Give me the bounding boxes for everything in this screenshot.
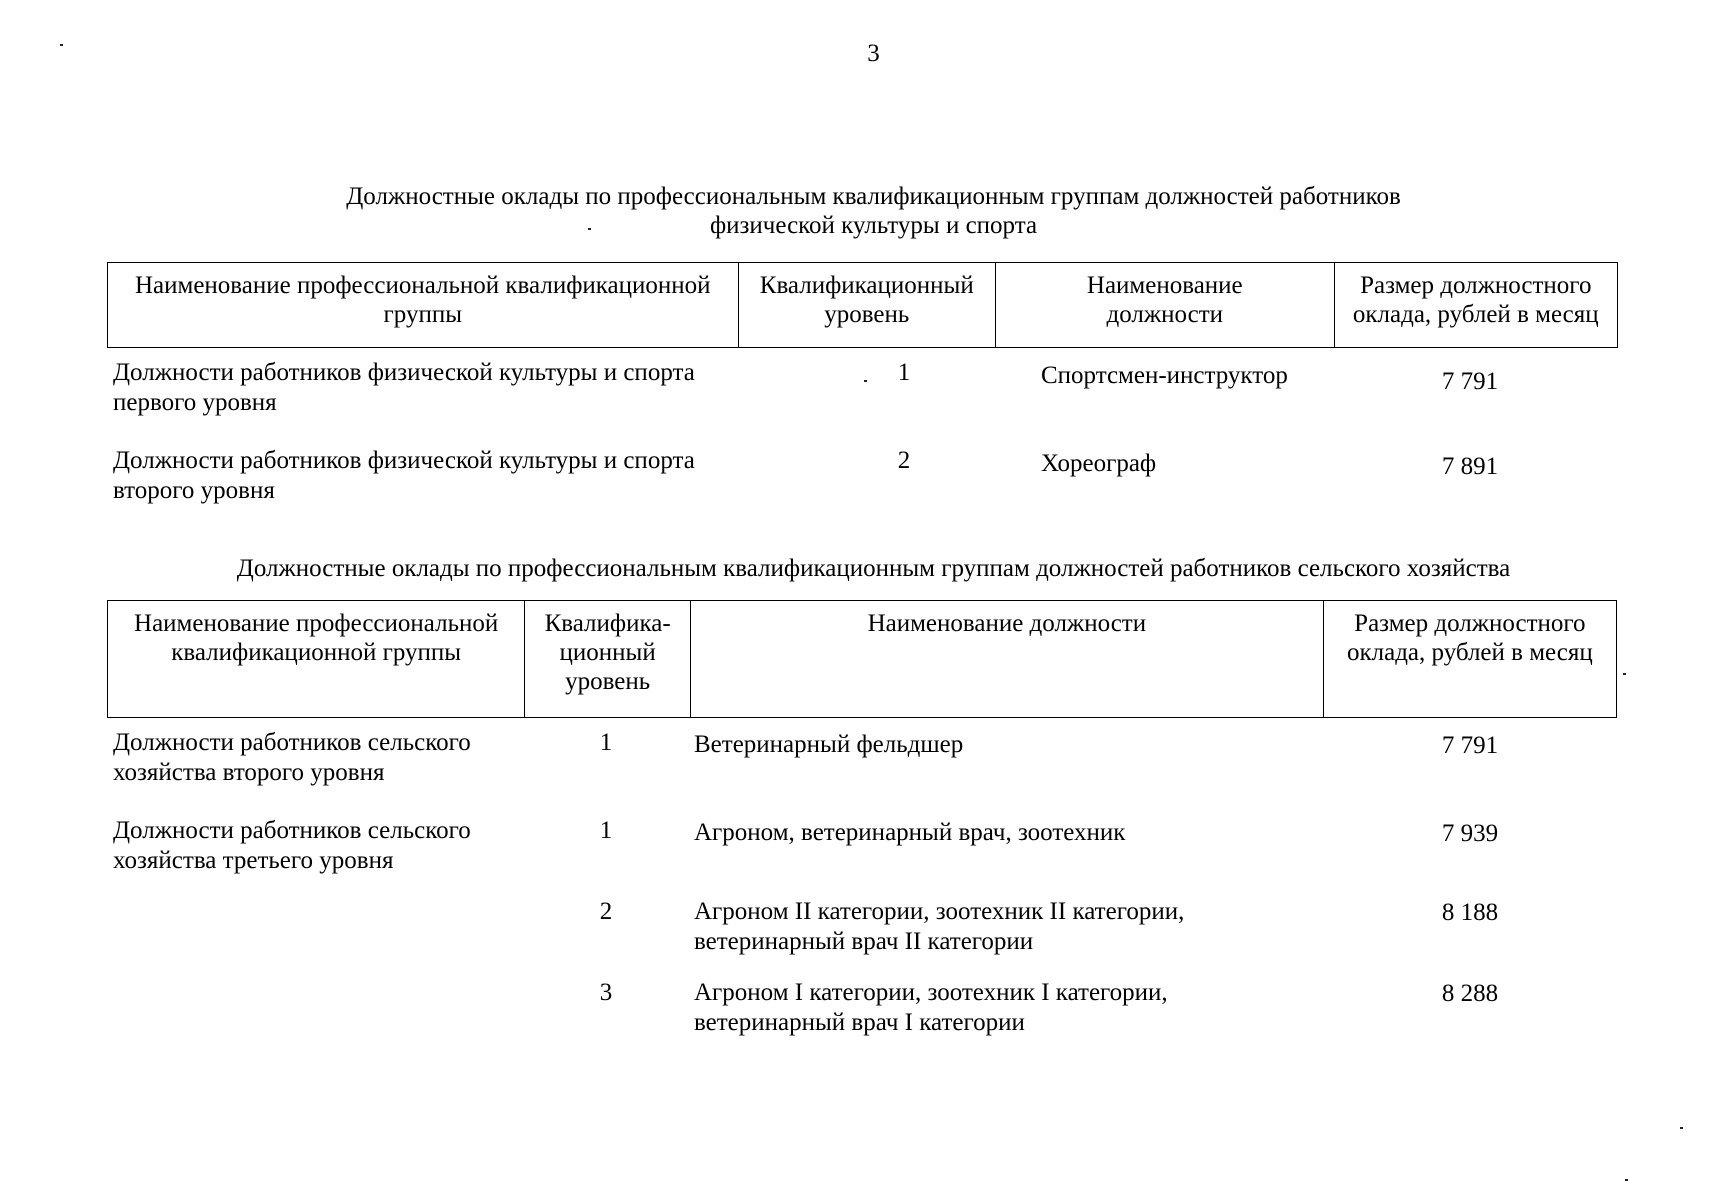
scan-speck: [864, 380, 867, 382]
section1-row2-group: Должности работников физической культуры и спорта второго уровня: [113, 447, 695, 504]
section2-row3-position: Агроном II категории, зоотехник II категории, ветеринарный врач II категории: [694, 898, 1185, 955]
section1-row1-level: 1: [897, 359, 911, 386]
section1-row1-position: Спортсмен-инструктор: [1041, 362, 1288, 389]
section2-header-salary: Размер должностного оклада, рублей в месяц: [1323, 601, 1616, 718]
section1-header-salary: Размер должностного оклада, рублей в месяц: [1334, 263, 1617, 348]
section2-header-position: Наименование должности: [690, 601, 1323, 718]
scan-speck: [1623, 673, 1626, 675]
section1-header-row: [108, 263, 1618, 348]
section2-header-level: Квалифика-ционный уровень: [525, 601, 691, 718]
section1-row2-position: Хореограф: [1041, 450, 1157, 477]
section1-header-position: Наименование должности: [995, 263, 1334, 348]
section2-header-group: Наименование профессиональной квалификационной группы: [108, 601, 525, 718]
section1-row2-level: 2: [897, 447, 911, 474]
section1-row1-salary: 7 791: [1441, 368, 1499, 395]
section2-row2-salary: 7 939: [1441, 820, 1499, 847]
scan-speck: [588, 228, 591, 230]
section1-title-line1: Должностные оклады по профессиональным квалификационным группам должностей работников: [346, 183, 1401, 210]
section2-row4-salary: 8 288: [1441, 980, 1499, 1007]
page-number: 3: [867, 40, 880, 67]
section1-row1-group: Должности работников физической культуры и спорта первого уровня: [113, 359, 695, 416]
section2-header-table: [107, 600, 1617, 718]
scan-speck: [1680, 1127, 1683, 1129]
section2-row1-level: 1: [599, 729, 613, 756]
section2-row3-salary: 8 188: [1441, 899, 1499, 926]
section2-title: Должностные оклады по профессиональным квалификационным группам должностей работников сельского хозяйства: [236, 555, 1511, 582]
section2-row1-position: Ветеринарный фельдшер: [694, 731, 964, 758]
section1-title-line2: физической культуры и спорта: [709, 212, 1038, 239]
section2-row1-group: Должности работников сельского хозяйства второго уровня: [113, 729, 471, 786]
section2-row1-salary: 7 791: [1441, 732, 1499, 759]
section2-row2-group: Должности работников сельского хозяйства третьего уровня: [113, 817, 471, 874]
section1-row2-salary: 7 891: [1441, 453, 1499, 480]
section2-row4-level: 3: [599, 979, 613, 1006]
section1-header-group: Наименование профессиональной квалификационной группы: [108, 263, 739, 348]
section1-header-level: Квалификационный уровень: [738, 263, 995, 348]
section2-row2-level: 1: [599, 817, 613, 844]
section2-row4-position: Агроном I категории, зоотехник I категории, ветеринарный врач I категории: [694, 979, 1168, 1036]
scan-speck: [1625, 1179, 1628, 1181]
section2-header-row: [108, 601, 1617, 718]
scan-speck: [60, 44, 63, 46]
section1-header-table: [107, 262, 1618, 348]
section2-row3-level: 2: [599, 898, 613, 925]
section2-row2-position: Агроном, ветеринарный врач, зоотехник: [694, 819, 1126, 846]
section1-title: [0, 182, 1717, 240]
